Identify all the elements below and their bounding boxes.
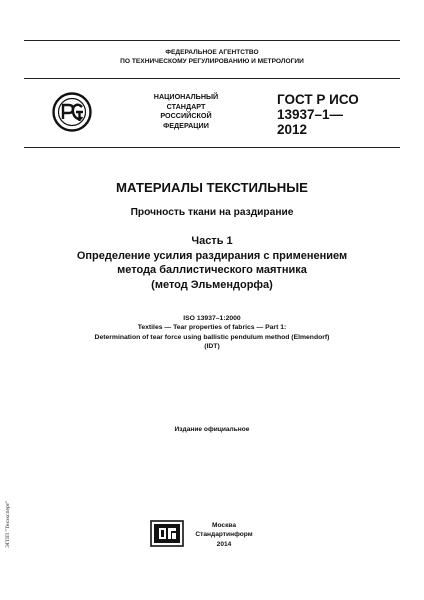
gost-designation-line: ГОСТ Р ИСО: [277, 92, 359, 107]
part-heading-line: (метод Эльмендорфа): [151, 278, 273, 291]
iso-reference-line: Determination of tear force using ballistic pendulum method (Elmendorf): [94, 333, 330, 341]
national-standard-line: ФЕДЕРАЦИИ: [163, 120, 209, 130]
header-rule: [24, 78, 400, 79]
national-standard-line: РОССИЙСКОЙ: [160, 111, 212, 120]
official-edition-label: Издание официальное: [174, 426, 250, 433]
iso-reference-line: (IDT): [204, 343, 220, 351]
agency-line: ПО ТЕХНИЧЕСКОМУ РЕГУЛИРОВАНИЮ И МЕТРОЛОГИИ: [120, 58, 304, 65]
standartinform-logo: [150, 520, 184, 547]
gost-mark-logo: [52, 92, 92, 132]
national-standard-line: СТАНДАРТ: [166, 101, 206, 111]
side-watermark-note: ЭГПП "Техэксперт": [5, 500, 11, 548]
publisher-line: 2014: [216, 540, 232, 548]
agency-line: ФЕДЕРАЛЬНОЕ АГЕНТСТВО: [165, 49, 259, 56]
part-heading-line: Определение усилия раздирания с применением: [76, 249, 348, 262]
top-rule: [24, 40, 400, 41]
iso-reference: [24, 314, 400, 352]
standard-box-rule: [24, 147, 400, 148]
gost-designation-line: 2012: [277, 122, 308, 137]
iso-reference-line: Textiles — Tear properties of fabrics — Part 1:: [137, 324, 287, 332]
part-heading-line: Часть 1: [191, 235, 233, 247]
gost-designation-line: 13937–1—: [277, 107, 344, 122]
part-heading: [24, 234, 400, 292]
publisher-line: Москва: [211, 522, 237, 529]
national-standard-label: [140, 92, 232, 130]
agency-header: [24, 48, 400, 66]
document-subtitle: Прочность ткани на раздирание: [130, 207, 294, 218]
publisher-imprint: [190, 521, 258, 549]
document-title: МАТЕРИАЛЫ ТЕКСТИЛЬНЫЕ: [116, 180, 308, 195]
national-standard-line: НАЦИОНАЛЬНЫЙ: [153, 92, 219, 101]
part-heading-line: метода баллистического маятника: [117, 264, 307, 276]
gost-designation: [277, 92, 387, 137]
iso-reference-line: ISO 13937–1:2000: [183, 315, 241, 322]
publisher-line: Стандартинформ: [195, 531, 253, 539]
